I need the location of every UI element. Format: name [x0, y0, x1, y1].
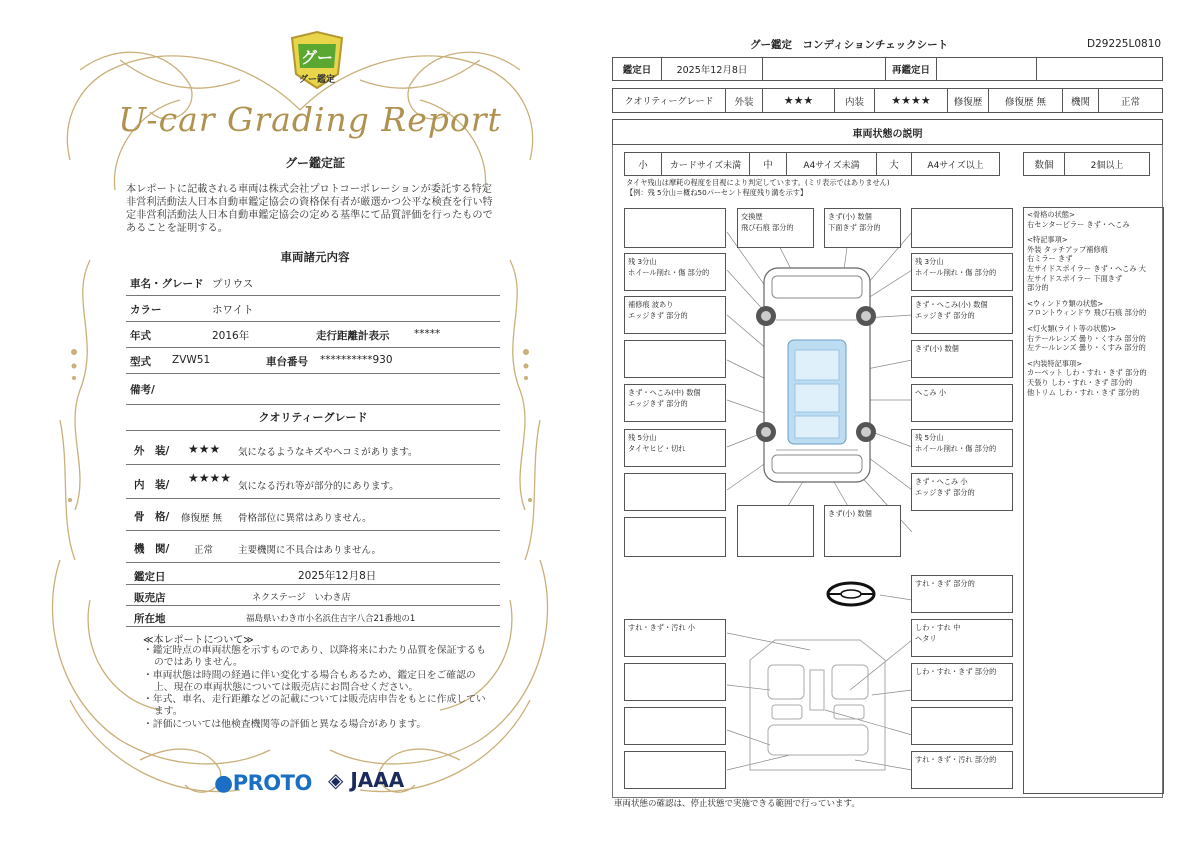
condition-check-sheet	[600, 0, 1200, 848]
notes-heading: ≪本レポートについて≫	[143, 635, 254, 646]
chassis-value: **********930	[320, 354, 393, 366]
grade-row-exterior	[126, 431, 500, 465]
note-item: ・鑑定時点の車両状態を示すものであり、以降将来にわたり品質を保証するものではありません。	[143, 645, 486, 669]
condition-box-dashboard: すれ・きず・汚れ 小	[624, 619, 726, 657]
condition-box-left-front-door: 補修痕 波あり エッジきず 部分的	[624, 296, 726, 334]
model-label: 型式	[130, 356, 151, 368]
proto-logo: ●PROTO	[214, 771, 312, 796]
year-label: 年式	[130, 330, 151, 342]
condition-box-empty	[624, 340, 726, 378]
condition-box-empty	[624, 517, 726, 557]
address-row	[126, 606, 500, 627]
count-label: 数個	[1023, 152, 1065, 176]
remarks-label: 備考/	[130, 384, 155, 396]
size-large-desc: A4サイズ以上	[911, 152, 1000, 176]
address-value: 福島県いわき市小名浜住吉字八合21番地の1	[246, 614, 416, 624]
exterior-desc: 気になるようなキズやヘコミがあります。	[238, 447, 418, 458]
condition-box-right-rear-quarter: きず・へこみ 小 エッジきず 部分的	[911, 473, 1013, 511]
name-label: 車名・グレード	[130, 278, 204, 290]
quality-grade-heading: クオリティーグレード	[126, 405, 500, 431]
engine-label: 機 関/	[134, 543, 170, 555]
size-mid-desc: A4サイズ未満	[786, 152, 877, 176]
notes-list	[143, 645, 495, 731]
int-stars: ★★★★	[874, 88, 948, 113]
year-value: 2016年	[212, 330, 250, 342]
count-desc: 2個以上	[1064, 152, 1150, 176]
document-number: D29225L0810	[1087, 38, 1162, 50]
condition-box-empty	[624, 751, 726, 789]
interior-label: 内 装/	[134, 479, 170, 491]
condition-box-right-front-door: きず・へこみ(小) 数個 エッジきず 部分的	[911, 296, 1013, 334]
spec-heading: 車両諸元内容	[280, 250, 350, 264]
spec-row-model	[126, 348, 500, 374]
jaaa-logo: ◈ JAAA	[328, 768, 405, 792]
notes-windows: <ウィンドウ類の状態> フロントウィンドウ 飛び石痕 部分的	[1027, 298, 1147, 318]
grade-row-engine	[126, 531, 500, 563]
int-label: 内装	[834, 88, 875, 113]
frame-value: 修復歴 無	[181, 513, 223, 524]
car-top-view	[756, 268, 876, 482]
chassis-label: 車台番号	[266, 356, 308, 368]
condition-box-cargo: すれ・きず・汚れ 部分的	[911, 751, 1013, 789]
sheet-title: グー鑑定 コンディションチェックシート	[750, 39, 949, 51]
mileage-value: *****	[414, 328, 441, 340]
engine-label: 機関	[1062, 88, 1099, 113]
sheet-footer: 車両状態の確認は、停止状態で実施できる範囲で行っています。	[614, 799, 860, 809]
condition-box-empty	[911, 707, 1013, 745]
condition-box-right-rear-door: へこみ 小	[911, 384, 1013, 422]
condition-box-left-front-tire: 残 3分山 ホイール削れ・傷 部分的	[624, 253, 726, 291]
condition-box-front-right: きず(小) 数個 下面きず 部分的	[824, 208, 901, 248]
color-label: カラー	[130, 304, 162, 316]
condition-box-left-rear-door: きず・へこみ(中) 数個 エッジきず 部分的	[624, 384, 726, 422]
address-label: 所在地	[134, 613, 166, 625]
condition-box-empty	[624, 208, 726, 248]
dealer-value: ネクステージ いわき店	[252, 593, 351, 603]
date-label: 鑑定日	[134, 571, 166, 583]
condition-box-empty	[737, 505, 814, 557]
mileage-label: 走行距離計表示	[316, 330, 390, 342]
size-small-desc: カードサイズ未満	[661, 152, 750, 176]
report-title: U-car Grading Report	[118, 100, 502, 139]
engine-value: 正常	[1098, 88, 1163, 113]
date-value: 2025年12月8日	[661, 57, 763, 81]
condition-box-empty	[624, 707, 726, 745]
spec-row-remarks	[126, 374, 500, 405]
date-row	[126, 563, 500, 585]
interior-desc: 気になる汚れ等が部分的にあります。	[238, 481, 399, 492]
date-value: 2025年12月8日	[298, 570, 377, 582]
model-value: ZVW51	[172, 354, 211, 366]
grade-row-interior	[126, 465, 500, 499]
certificate-title: グー鑑定証	[284, 156, 345, 170]
grade-label: クオリティーグレード	[612, 88, 726, 113]
svg-text:グー: グー	[300, 48, 334, 67]
notes-interior: <内装特記事項> カーペット しわ・すれ・きず 部分的 天張り しわ・すれ・きず 部分的 他トリム しわ・すれ・きず 部分的	[1027, 358, 1147, 397]
engine-desc: 主要機関に不具合はありません。	[238, 545, 382, 556]
ext-label: 外装	[725, 88, 763, 113]
steering-wheel-icon	[828, 583, 874, 605]
condition-box-right-rear-tire: 残 5分山 ホイール削れ・傷 部分的	[911, 429, 1013, 467]
condition-box-front-seat: しわ・すれ 中 ヘタリ	[911, 619, 1013, 657]
frame-label: 骨 格/	[134, 511, 170, 523]
redate-label: 再鑑定日	[885, 57, 937, 81]
color-value: ホワイト	[212, 304, 254, 316]
frame-desc: 骨格部位に異常はありません。	[238, 513, 372, 524]
ext-stars: ★★★	[762, 88, 835, 113]
condition-box-left-rear-tire: 残 5分山 タイヤヒビ・切れ	[624, 429, 726, 467]
condition-box-rear-center: きず(小) 数個	[824, 505, 901, 557]
size-large-label: 大	[876, 152, 912, 176]
car-interior-view	[750, 640, 885, 770]
dealer-row	[126, 585, 500, 606]
notes-special: <特記事項> 外装 タッチアップ補修痕 右ミラー きず 左サイドスポイラー きず・へこみ 大 左サイドスポイラー 下面きず 部分的	[1027, 235, 1146, 293]
note-item: ・車両状態は時間の経過に伴い変化する場合もあるため、鑑定日をご確認の上、現在の車両状態については販売店にお問合せください。	[143, 669, 476, 693]
certificate-text: 本レポートに記載される車両は株式会社プロトコーポレーションが委託する特定非営利活動法人日本自動車鑑定協会の資格保有者が厳選かつ公平な検査を行い特定非営利活動法人日本自動車鑑定協会の定める基準にて品質評価を行ったものであることを証明する。	[126, 184, 493, 234]
condition-box-empty	[911, 208, 1013, 248]
name-value: プリウス	[212, 278, 254, 290]
note-item: ・評価については他検査機関等の評価と異なる場合があります。	[143, 718, 427, 730]
exterior-stars: ★★★	[188, 442, 221, 456]
size-mid-label: 中	[749, 152, 787, 176]
spec-row-name	[126, 270, 500, 296]
condition-box-rear-seat: しわ・すれ・きず 部分的	[911, 663, 1013, 701]
note-item: ・年式、車名、走行距離などの記載については販売店申告をもとに作成しています。	[143, 694, 486, 718]
svg-text:グー鑑定: グー鑑定	[298, 75, 336, 85]
grade-row-frame	[126, 499, 500, 531]
dealer-label: 販売店	[134, 592, 166, 604]
size-small-label: 小	[624, 152, 662, 176]
goo-kantei-logo	[288, 30, 346, 92]
condition-box-front-left: 交換歴 飛び石痕 部分的	[737, 208, 814, 248]
engine-value: 正常	[194, 545, 214, 556]
spec-row-color	[126, 296, 500, 322]
section-title: 車両状態の説明	[612, 119, 1163, 145]
tire-note-line: タイヤ残山は摩耗の程度を目視により判定しています。(ミリ表示ではありません)	[626, 178, 890, 187]
spec-row-year	[126, 322, 500, 348]
condition-notes-panel	[1023, 207, 1164, 794]
notes-frame: <骨格の状態> 右センターピラー きず・へこみ	[1027, 210, 1130, 229]
notes-lights: <灯火類(ライト等の状態)> 右テールレンズ 曇り・くすみ 部分的 左テールレンズ 曇り・くすみ 部分的	[1027, 323, 1146, 353]
repair-value: 修復歴 無	[988, 88, 1063, 113]
condition-box-empty	[624, 663, 726, 701]
exterior-label: 外 装/	[134, 445, 170, 457]
repair-label: 修復歴	[947, 88, 989, 113]
date-label: 鑑定日	[612, 57, 662, 81]
condition-box-empty	[624, 473, 726, 511]
condition-box-right-front-tire: 残 3分山 ホイール削れ・傷 部分的	[911, 253, 1013, 291]
condition-box-right-center: きず(小) 数個	[911, 340, 1013, 378]
condition-box-steering: すれ・きず 部分的	[911, 575, 1013, 613]
interior-stars: ★★★★	[188, 471, 232, 485]
tire-note-line: 【例：残 5分山＝概ね50パーセント程度残り溝を示す】	[626, 187, 808, 197]
